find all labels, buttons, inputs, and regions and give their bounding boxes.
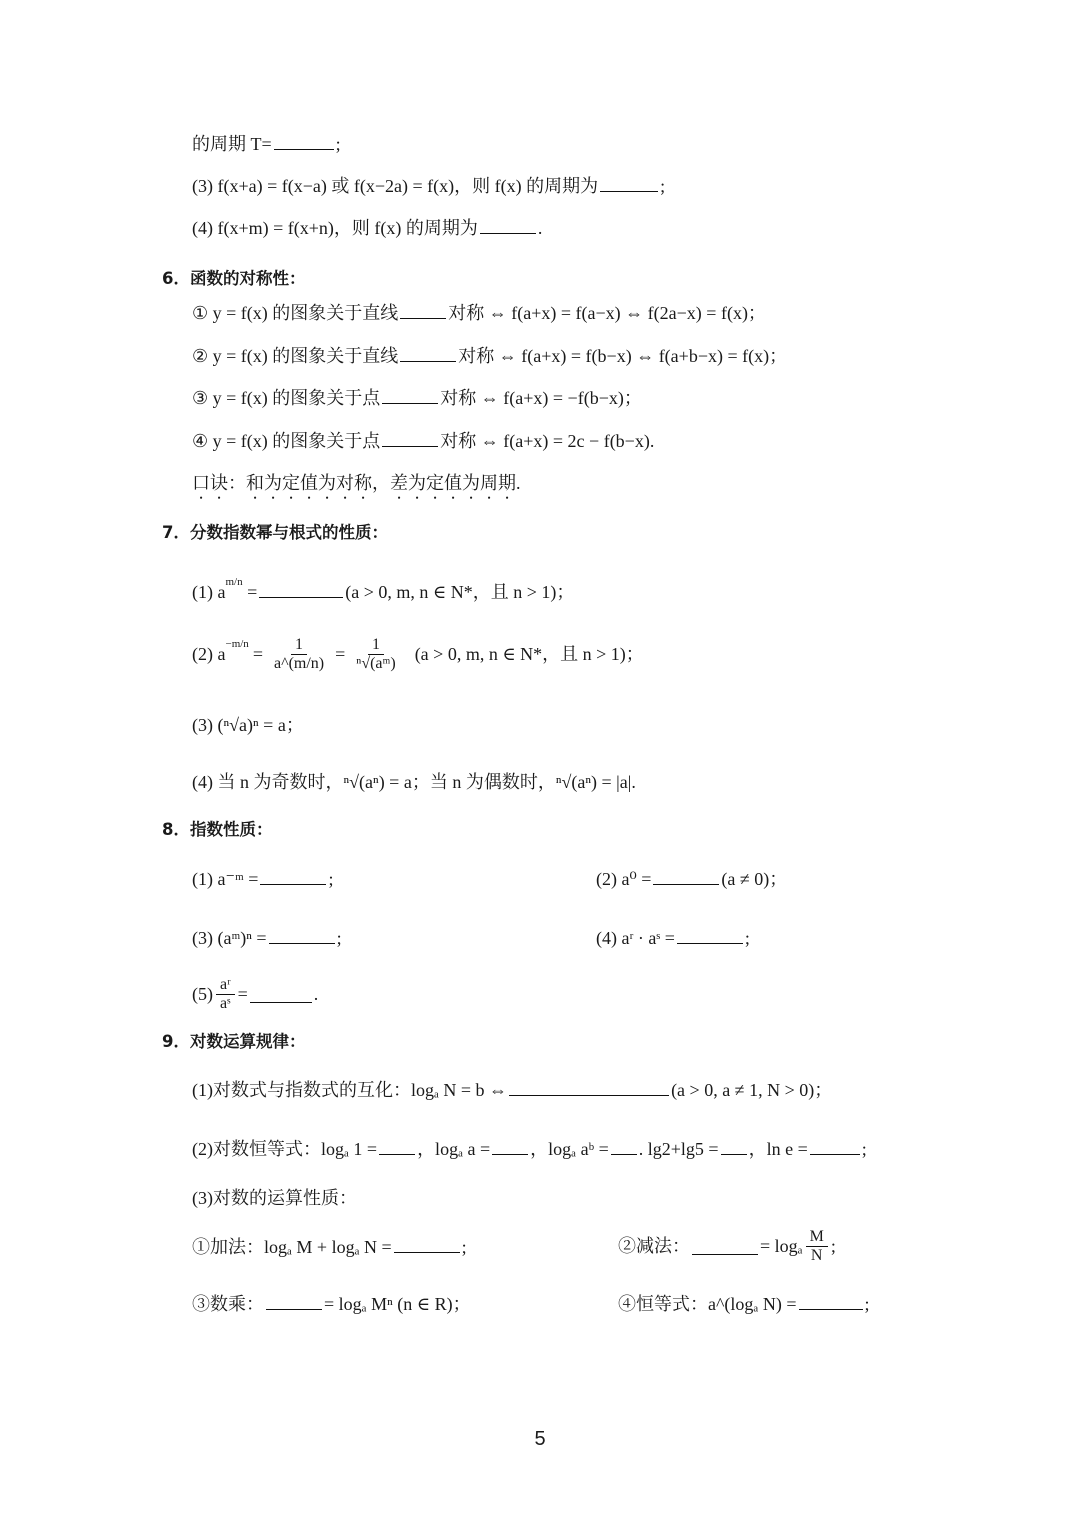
answer-blank <box>677 927 743 944</box>
section-6-title: 6．函数的对称性： <box>162 269 306 288</box>
exponent-item-3 <box>192 926 342 950</box>
punct: ; <box>335 134 341 154</box>
answer-blank <box>692 1238 758 1255</box>
answer-blank <box>269 927 335 944</box>
fraction-2 <box>352 636 399 673</box>
symmetry-text: 对称 ⇔ f(a+x) = 2c − f(b−x). <box>440 431 655 451</box>
punct: ; <box>861 1139 867 1159</box>
condition: (a > 0, m, n ∈ N*，且 n > 1)； <box>345 582 575 602</box>
condition: (a > 0, m, n ∈ N*，且 n > 1)； <box>414 644 644 664</box>
term: (3) (aᵐ)ⁿ = <box>192 928 267 948</box>
answer-blank <box>600 175 658 192</box>
term: (2) a <box>192 644 226 664</box>
answer-blank <box>799 1293 863 1310</box>
symmetry-text: ③ y = f(x) 的图象关于点 <box>192 388 381 408</box>
log-item-3: (3)对数的运算性质： <box>192 1188 357 1208</box>
radical-item-1 <box>192 576 574 604</box>
denominator: ⁿ√(aᵐ) <box>356 654 396 672</box>
section-8-title: 8．指数性质： <box>162 820 273 839</box>
equals: = <box>252 644 263 664</box>
mnemonic: 口诀：和为定值为对称，差为定值为周期. <box>192 473 521 493</box>
equals: = <box>237 984 248 1004</box>
term: (1) a <box>192 582 226 602</box>
punct: ; <box>830 1236 836 1256</box>
section-7-title: 7．分数指数幂与根式的性质： <box>162 523 388 542</box>
answer-blank <box>509 1079 669 1096</box>
symmetry-text: 对称 ⇔ f(a+x) = f(b−x) ⇔ f(a+b−x) = f(x)； <box>458 346 788 366</box>
period-text: 的周期 T= <box>192 134 272 154</box>
term: (4) aʳ · aˢ = <box>596 928 675 948</box>
punct: ; <box>864 1294 870 1314</box>
answer-blank <box>400 345 456 362</box>
condition: (a ≠ 0)； <box>721 869 788 889</box>
log-item-1 <box>192 1078 832 1102</box>
radical-item-2 <box>192 624 644 684</box>
punct: ; <box>461 1237 467 1257</box>
condition: (a > 0, a ≠ 1, N > 0)； <box>671 1080 833 1100</box>
answer-blank <box>250 986 312 1003</box>
fraction <box>806 1228 828 1265</box>
page-number: 5 <box>534 1428 546 1450</box>
radical-item-3: (3) (ⁿ√a)ⁿ = a； <box>192 715 304 735</box>
answer-blank <box>382 387 438 404</box>
term: . lg2+lg5 = <box>638 1139 719 1159</box>
symmetry-item-4 <box>192 429 654 453</box>
symmetry-text: ① y = f(x) 的图象关于直线 <box>192 303 399 323</box>
symmetry-text: ② y = f(x) 的图象关于直线 <box>192 346 399 366</box>
symmetry-item-3 <box>192 386 642 410</box>
period-item-3 <box>192 174 665 198</box>
radical-item-4: (4) 当 n 为奇数时，ⁿ√(aⁿ) = a；当 n 为偶数时，ⁿ√(aⁿ) = |a|. <box>192 772 636 792</box>
answer-blank <box>611 1138 637 1155</box>
numerator: aʳ <box>216 976 235 995</box>
log-add <box>192 1235 467 1259</box>
exponent-item-2 <box>596 867 787 891</box>
exponent-item-1 <box>192 867 333 891</box>
symmetry-text: 对称 ⇔ f(a+x) = f(a−x) ⇔ f(2a−x) = f(x)； <box>448 303 766 323</box>
exponent-item-4 <box>596 926 750 950</box>
term: = logₐ <box>760 1236 803 1256</box>
term: ，logₐ a = <box>417 1139 491 1159</box>
answer-blank <box>379 1138 415 1155</box>
numerator: 1 <box>368 636 384 655</box>
answer-blank <box>394 1236 460 1253</box>
punct: ; <box>660 176 666 196</box>
term: (1) a⁻ᵐ = <box>192 869 259 889</box>
punct: ; <box>744 928 750 948</box>
section-9-title: 9．对数运算规律： <box>162 1032 306 1051</box>
term: ③数乘： <box>192 1294 264 1314</box>
term: (2)对数恒等式：logₐ 1 = <box>192 1139 378 1159</box>
denominator: a^(m/n) <box>273 654 325 672</box>
log-identity <box>618 1292 870 1316</box>
equals: = <box>335 644 346 664</box>
symmetry-item-1 <box>192 301 766 325</box>
punct: . <box>537 218 543 238</box>
equals: = <box>247 582 258 602</box>
denominator: aˢ <box>220 994 231 1012</box>
term: a^(logₐ N) = <box>708 1294 797 1314</box>
exponent: −m/n <box>225 638 249 650</box>
symmetry-text: ④ y = f(x) 的图象关于点 <box>192 431 381 451</box>
period-item-4 <box>192 216 542 240</box>
exponent-item-5 <box>192 970 318 1018</box>
answer-blank <box>653 868 719 885</box>
answer-blank <box>492 1138 528 1155</box>
symmetry-text: 对称 ⇔ f(a+x) = −f(b−x)； <box>440 388 642 408</box>
punct: . <box>313 984 319 1004</box>
punct: ; <box>328 869 334 889</box>
numerator: M <box>806 1228 828 1247</box>
exponent: m/n <box>225 576 243 588</box>
term: (2) a⁰ = <box>596 869 652 889</box>
answer-blank <box>266 1293 322 1310</box>
term: ④恒等式： <box>618 1294 708 1314</box>
symmetry-item-2 <box>192 344 787 368</box>
term: ，ln e = <box>748 1139 808 1159</box>
answer-blank <box>721 1138 747 1155</box>
log-subtract <box>618 1222 836 1270</box>
period3-text: (3) f(x+a) = f(x−a) 或 f(x−2a) = f(x)，则 f(x) 的周期为 <box>192 176 599 196</box>
fraction <box>216 976 235 1013</box>
log-multiply <box>192 1292 471 1316</box>
answer-blank <box>400 302 446 319</box>
term: = logₐ Mⁿ (n ∈ R)； <box>324 1294 471 1314</box>
period4-text: (4) f(x+m) = f(x+n)，则 f(x) 的周期为 <box>192 218 478 238</box>
log-item-2 <box>192 1137 867 1161</box>
numerator: 1 <box>291 636 307 655</box>
answer-blank <box>480 217 536 234</box>
answer-blank <box>259 581 343 598</box>
term: (5) <box>192 984 213 1004</box>
term: ①加法：logₐ M + logₐ N = <box>192 1237 392 1257</box>
answer-blank <box>810 1138 860 1155</box>
term: (1)对数式与指数式的互化：logₐ N = b ⇔ <box>192 1080 508 1100</box>
punct: ; <box>336 928 342 948</box>
period-continuation <box>192 132 341 156</box>
term: ②减法： <box>618 1236 690 1256</box>
fraction-1 <box>270 636 328 673</box>
answer-blank <box>382 430 438 447</box>
answer-blank <box>260 868 326 885</box>
answer-blank <box>274 133 334 150</box>
term: ，logₐ aᵇ = <box>530 1139 609 1159</box>
denominator: N <box>810 1246 823 1264</box>
